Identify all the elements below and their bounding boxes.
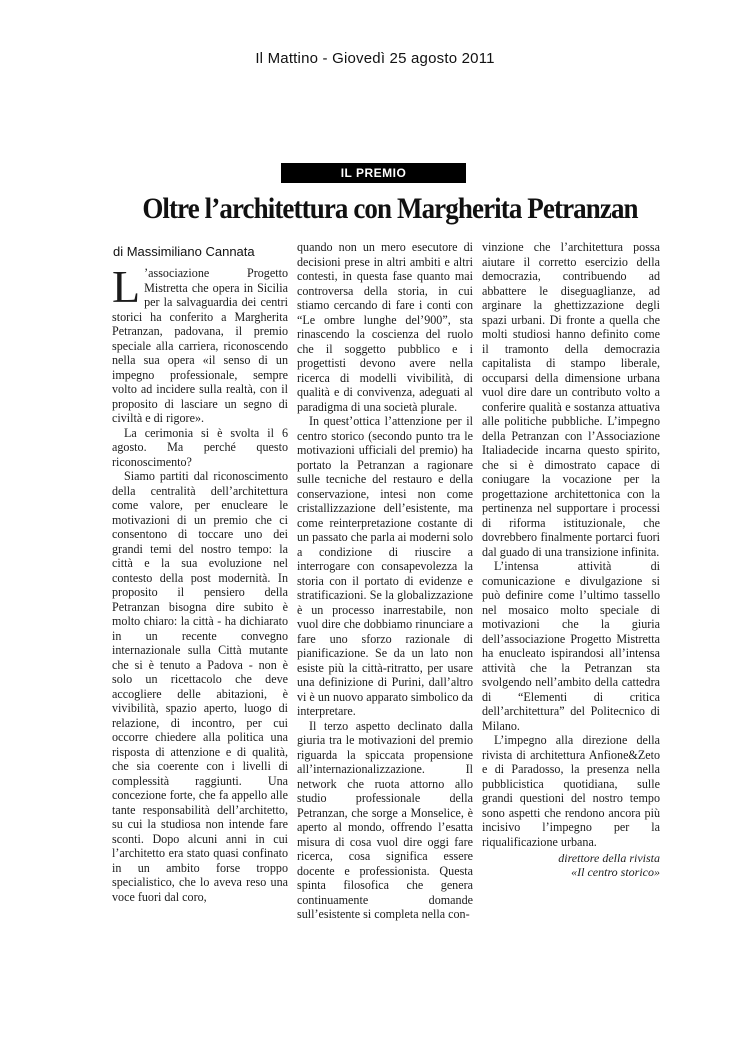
paragraph: vinzione che l’architettura possa aiutare il corretto esercizio della democrazia, contribuendo ad abbattere le diseguaglianze, ad arginare la ghettizzazione degli spazi urbani. Di fronte a quella che molti studiosi hanno definito come il tramonto della democrazia capitalista di stampo liberale, occuparsi della dimensione urbana vuol dire dare un contributo volto a conferire qualità e sostanza attuativa alle politiche pubbliche. L’impegno della Petranzan con l’Associazione Italiadecide incarna questo spirito, che si è dimostrato capace di coniugare la vocazione per la progettazione architettonica con la pertinenza nel supportare i processi di riforma istituzionale, che dovrebbero finalmente portarci fuori dal guado di una transizione infinita. [482,240,660,559]
article-column-2 [297,240,473,922]
paragraph: In quest’ottica l’attenzione per il centro storico (secondo punto tra le motivazioni ufficiali del premio) ha portato la Petranzan a ragionare sulle tecniche del restauro e della conservazione, intesi non come cristallizzazione dell’esistente, ma come reinterpretazione costante di un passato che parla ai moderni solo a condizione di riuscire a interrogare con consapevolezza la storia con il portato di evidenze e stratificazioni. Se la globalizzazione è un processo inarrestabile, non vuol dire che dobbiamo rinunciare a fare uno sforzo razionale di pianificazione. Se da un lato non esiste più la città-ritratto, per usare una definizione di Purini, dall’altro vi è un nuovo apparato simbolico da interpretare. [297,414,473,718]
headline: Oltre l’architettura con Margherita Petranzan [142,192,638,225]
article-column-1 [112,261,288,904]
paragraph: Siamo partiti dal riconoscimento della centralità dell’architettura come valore, per enucleare le motivazioni di un premio che ci consentono di toccare uno dei grandi temi del nostro tempo: la città e la sua evoluzione nel contesto della post modernità. In proposito il pensiero della Petranzan bisogna dire subito è molto chiaro: la città - ha dichiarato in un recente convegno internazionale sulla Città mutante che si è tenuto a Padova - non è solo un ricettacolo che deve accogliere delle abitazioni, è vivibilità, spazio aperto, luogo di relazione, di incontro, per cui occorre chiedere alla politica una risposta di attenzione e di qualità, che sia coerente con i livelli di complessità raggiunti. Una concezione forte, che fa appello alle tante responsabilità dell’architetto, su cui la studiosa non intende fare sconti. Dopo alcuni anni in cui l’architetto era stato quasi confinato in un ambito forse troppo specialistico, che lo aveva reso una voce fuori dal coro, [112,469,288,904]
drop-cap: L [112,261,141,312]
paragraph: quando non un mero esecutore di decisioni prese in altri ambiti e altri contesti, in questa fase quanto mai controversa della storia, in cui stiamo cercando di fare i conti con “Le ombre lunghe del’900”, sta rinascendo la coscienza del ruolo che il soggetto pubblico e i progettisti devono avere nella ricerca di modelli vivibilità, di qualità e di convivenza, adeguati al paradigma di una società plurale. [297,240,473,414]
source-line: Il Mattino - Giovedì 25 agosto 2011 [255,50,495,67]
author-signature [482,851,660,879]
signature-role: direttore della rivista [558,851,660,865]
section-kicker: IL PREMIO [281,163,466,183]
article-column-3 [482,240,660,879]
signature-publication: «Il centro storico» [571,865,660,879]
paragraph: Il terzo aspetto declinato dalla giuria tra le motivazioni del premio riguarda la spiccata propensione all’internazionalizzazione. Il network che ruota attorno allo studio professionale della Petranzan, che sorge a Monselice, è aperto al mondo, offrendo l’esatta misura di cosa vuol dire oggi fare ricerca, cosa significa essere docente e professionista. Questa spinta filosofica che genera continuamente domande sull’esistente si completa nella con- [297,718,473,921]
paragraph [112,261,288,426]
byline: di Massimiliano Cannata [113,244,255,259]
paragraph: L’intensa attività di comunicazione e divulgazione si può definire come l’ultimo tassello nel mosaico molto speciale di motivazioni che la giuria dell’associazione Progetto Mistretta ha enucleato ispirandosi all’intensa attività che la Petranzan sta svolgendo nell’ambito della cattedra di “Elementi di critica dell’architettura” del Politecnico di Milano. [482,559,660,733]
paragraph: L’impegno alla direzione della rivista di architettura Anfione&Zeto e di Paradosso, la presenza nella pubblicistica quotidiana, sulle grandi questioni del nostro tempo sono aspetti che rendono ancora più incisivo l’impegno per la riqualificazione urbana. [482,733,660,849]
paragraph-text: ’associazione Progetto Mistretta che opera in Sicilia per la salvaguardia dei centri storici ha conferito a Margherita Petranzan, padovana, il premio speciale alla carriera, riconoscendo nella sua opera «il senso di un impegno professionale, sempre volto ad incidere sulla realtà, con il proposito di lasciare un segno di civiltà e di rigore». [112,266,288,425]
paragraph: La cerimonia si è svolta il 6 agosto. Ma perché questo riconoscimento? [112,425,288,469]
